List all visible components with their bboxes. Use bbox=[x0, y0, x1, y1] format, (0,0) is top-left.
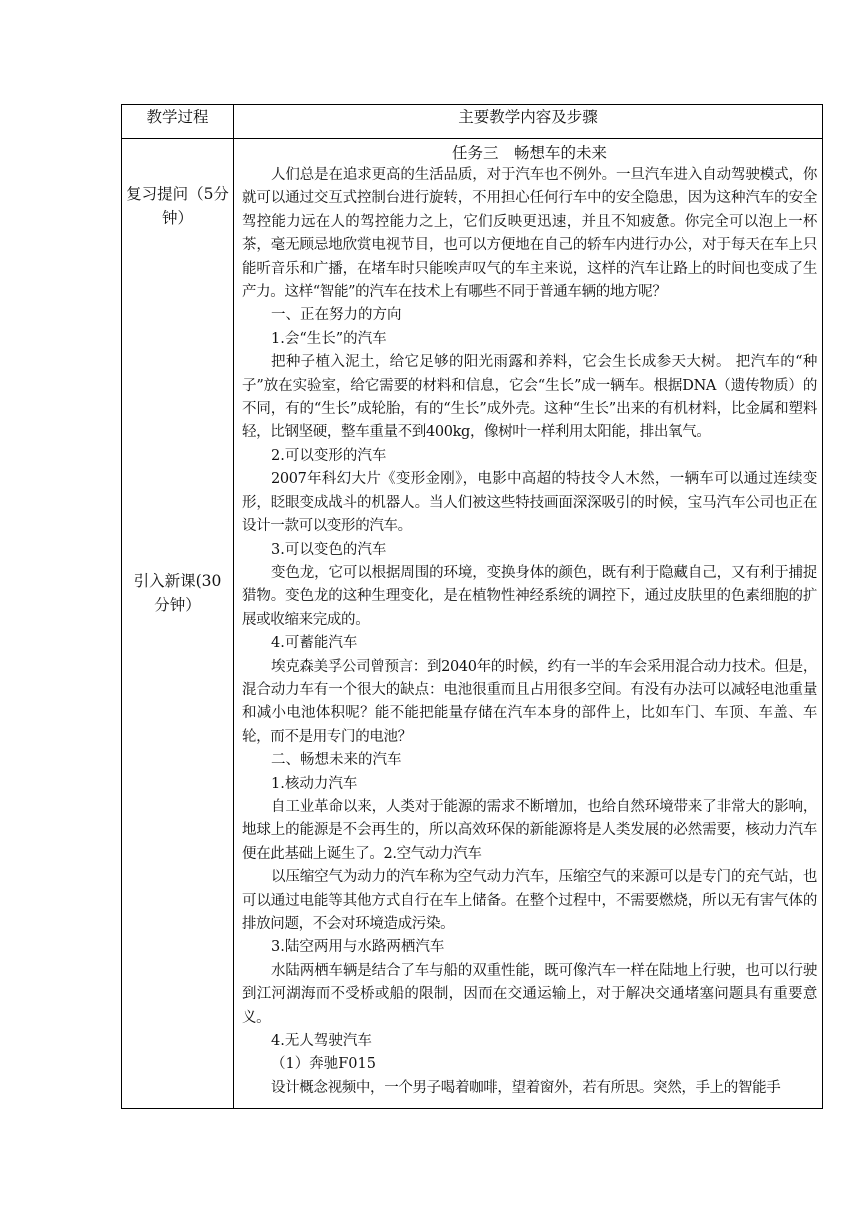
subheading-color-changing-car: 3.可以变色的汽车 bbox=[271, 541, 387, 558]
section-heading-2: 二、畅想未来的汽车 bbox=[271, 752, 402, 769]
paragraph-nuclear-car: 自工业革命以来，人类对于能源的需求不断增加，也给自然环境带来了非常大的影响，地球上的能源是不会再生的，所以高效环保的新能源将是人类发展的必然需要，核动力汽车便在此基础上诞生了。2.空气动力汽车 bbox=[242, 798, 817, 862]
subheading-driverless-car: 4.无人驾驶汽车 bbox=[271, 1033, 372, 1050]
stage-cell bbox=[122, 139, 234, 1109]
subheading-energy-storage-car: 4.可蓄能汽车 bbox=[271, 635, 358, 652]
header-teaching-process: 教学过程 bbox=[122, 105, 234, 139]
paragraph-color-changing-car: 变色龙，它可以根据周围的环境，变换身体的颜色，既有利于隐藏自己，又有利于捕捉猎物。变色龙的这种生理变化，是在植物性神经系统的调控下，通过皮肤里的色素细胞的扩展或收缩来完成的。 bbox=[242, 564, 817, 628]
table-body-row bbox=[122, 139, 823, 1109]
paragraph-air-powered-car: 以压缩空气为动力的汽车称为空气动力汽车，压缩空气的来源可以是专门的充气站，也可以通过电能等其他方式自行在车上储备。在整个过程中，不需要燃烧，所以无有害气体的排放问题，不会对环境造成污染。 bbox=[242, 869, 817, 932]
paragraph-growing-car: 把种子植入泥土，给它足够的阳光雨露和养料，它会生长成参天大树。 把汽车的“种子”放在实验室，给它需要的材料和信息，它会“生长”成一辆车。根据DNA（遗传物质）的不同，有的“生长”成轮胎，有的“生长”成外壳。这种“生长”出来的有机材料，比金属和塑料轻，比钢坚硬，整车重量不到400kg，像树叶一样利用太阳能，排出氧气。 bbox=[242, 354, 817, 441]
table-header-row bbox=[122, 105, 823, 139]
subheading-growing-car: 1.会“生长”的汽车 bbox=[271, 330, 387, 347]
stage-review: 复习提问（5分钟） bbox=[126, 185, 229, 227]
lesson-plan-table bbox=[121, 104, 823, 1109]
section-heading-1: 一、正在努力的方向 bbox=[271, 307, 402, 324]
subheading-amphibious-car: 3.陆空两用与水路两栖汽车 bbox=[271, 939, 445, 956]
paragraph-benz-f015: 设计概念视频中，一个男子喝着咖啡，望着窗外，若有所思。突然，手上的智能手 bbox=[271, 1079, 781, 1096]
subheading-nuclear-car: 1.核动力汽车 bbox=[271, 775, 358, 792]
task-title: 任务三 畅想车的未来 bbox=[451, 144, 607, 162]
subheading-benz-f015: （1）奔驰F015 bbox=[271, 1056, 376, 1073]
paragraph-amphibious-car: 水陆两栖车辆是结合了车与船的双重性能，既可像汽车一样在陆地上行驶，也可以行驶到江河湖海而不受桥或船的限制，因而在交通运输上，对于解决交通堵塞问题具有重要意义。 bbox=[242, 962, 817, 1026]
paragraph-transforming-car: 2007年科幻大片《变形金刚》，电影中高超的特技令人木然，一辆车可以通过连续变形，眨眼变成战斗的机器人。当人们被这些特技画面深深吸引的时候，宝马汽车公司也正在设计一款可以变形的汽车。 bbox=[242, 471, 817, 535]
paragraph-intro: 人们总是在追求更高的生活品质，对于汽车也不例外。一旦汽车进入自动驾驶模式，你就可以通过交互式控制台进行旋转，不用担心任何行车中的安全隐患，因为这种汽车的安全驾控能力远在人的驾控能力之上，它们反映更迅速，并且不知疲惫。你完全可以泡上一杯茶，毫无顾忌地欣赏电视节目，也可以方便地在自己的轿车内进行办公，对于每天在车上只能听音乐和广播，在堵车时只能唉声叹气的车主来说，这样的汽车让路上的时间也变成了生产力。这样“智能”的汽车在技术上有哪些不同于普通车辆的地方呢？ bbox=[242, 167, 817, 301]
paragraph-energy-storage-car: 埃克森美孚公司曾预言：到2040年的时候，约有一半的车会采用混合动力技术。但是，混合动力车有一个很大的缺点：电池很重而且占用很多空间。有没有办法可以减轻电池重量和减小电池体积呢？能不能把能量存储在汽车本身的部件上，比如车门、车顶、车盖、车轮，而不是用专门的电池？ bbox=[242, 658, 817, 745]
subheading-transforming-car: 2.可以变形的汽车 bbox=[271, 447, 387, 464]
content-cell bbox=[234, 139, 823, 1109]
stage-new-lesson: 引入新课(30分钟） bbox=[133, 572, 222, 614]
header-main-content: 主要教学内容及步骤 bbox=[234, 105, 823, 139]
